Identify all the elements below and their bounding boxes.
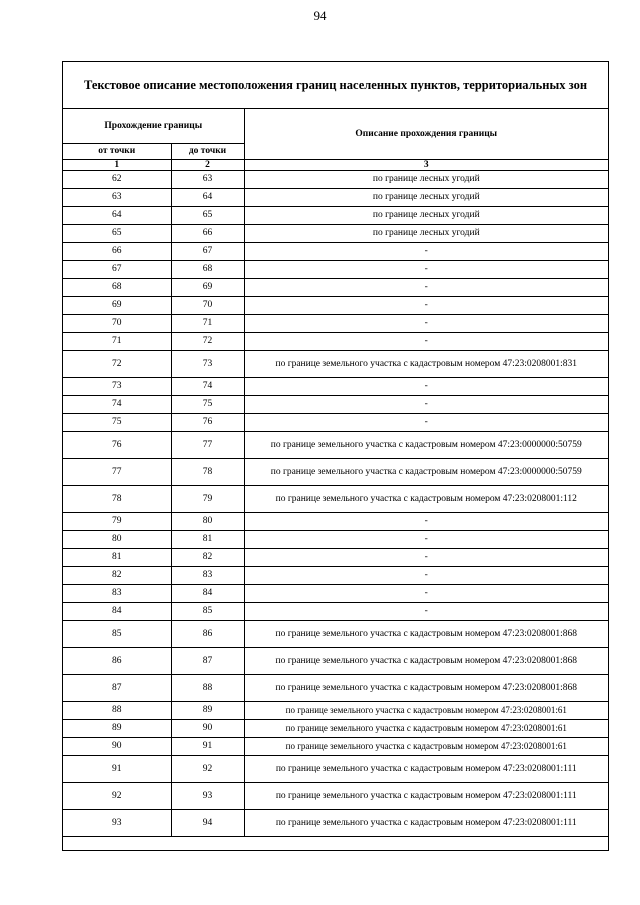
cell-description: - bbox=[244, 585, 608, 603]
cell-description: по границе земельного участка с кадастровым номером 47:23:0208001:61 bbox=[244, 738, 608, 756]
cell-to-point: 77 bbox=[171, 432, 244, 459]
cell-to-point: 75 bbox=[171, 396, 244, 414]
cell-description: по границе лесных угодий bbox=[244, 171, 608, 189]
cell-to-point: 85 bbox=[171, 603, 244, 621]
cell-description: по границе земельного участка с кадастровым номером 47:23:0208001:831 bbox=[244, 351, 608, 378]
cell-to-point: 83 bbox=[171, 567, 244, 585]
cell-to-point: 78 bbox=[171, 459, 244, 486]
cell-to-point: 70 bbox=[171, 297, 244, 315]
cell-description: по границе земельного участка с кадастровым номером 47:23:0208001:61 bbox=[244, 702, 608, 720]
cell-description: по границе земельного участка с кадастровым номером 47:23:0000000:50759 bbox=[244, 459, 608, 486]
cell-from-point: 68 bbox=[63, 279, 171, 297]
table-row bbox=[63, 297, 608, 315]
cell-description: по границе земельного участка с кадастровым номером 47:23:0208001:111 bbox=[244, 783, 608, 810]
cell-from-point: 78 bbox=[63, 486, 171, 513]
table-row bbox=[63, 738, 608, 756]
cell-description: по границе земельного участка с кадастровым номером 47:23:0208001:111 bbox=[244, 756, 608, 783]
cell-from-point: 66 bbox=[63, 243, 171, 261]
cell-from-point: 91 bbox=[63, 756, 171, 783]
cell-from-point: 84 bbox=[63, 603, 171, 621]
cell-description: по границе земельного участка с кадастровым номером 47:23:0208001:111 bbox=[244, 810, 608, 837]
table-row bbox=[63, 675, 608, 702]
table-row bbox=[63, 531, 608, 549]
table-row bbox=[63, 432, 608, 459]
cell-from-point: 93 bbox=[63, 810, 171, 837]
table-row bbox=[63, 396, 608, 414]
cell-description: по границе лесных угодий bbox=[244, 207, 608, 225]
table-row bbox=[63, 207, 608, 225]
cell-description: по границе земельного участка с кадастровым номером 47:23:0000000:50759 bbox=[244, 432, 608, 459]
table-row bbox=[63, 585, 608, 603]
cell-to-point: 65 bbox=[171, 207, 244, 225]
table-row bbox=[63, 648, 608, 675]
cell-to-point: 74 bbox=[171, 378, 244, 396]
cell-description: - bbox=[244, 297, 608, 315]
table-row bbox=[63, 414, 608, 432]
cell-from-point: 89 bbox=[63, 720, 171, 738]
cell-to-point: 93 bbox=[171, 783, 244, 810]
table-row bbox=[63, 243, 608, 261]
cell-from-point: 65 bbox=[63, 225, 171, 243]
cell-to-point: 73 bbox=[171, 351, 244, 378]
cell-from-point: 85 bbox=[63, 621, 171, 648]
table-row bbox=[63, 351, 608, 378]
cell-from-point: 86 bbox=[63, 648, 171, 675]
cell-description: по границе лесных угодий bbox=[244, 189, 608, 207]
page-number: 94 bbox=[313, 8, 327, 23]
cell-description: - bbox=[244, 414, 608, 432]
column-number-1: 1 bbox=[63, 160, 171, 171]
cell-to-point: 84 bbox=[171, 585, 244, 603]
header-passage: Прохождение границы bbox=[63, 109, 244, 144]
table-row bbox=[63, 621, 608, 648]
cell-description: - bbox=[244, 396, 608, 414]
table-row bbox=[63, 513, 608, 531]
header-from-point: от точки bbox=[63, 144, 171, 160]
cell-from-point: 72 bbox=[63, 351, 171, 378]
cell-description: - bbox=[244, 243, 608, 261]
cell-from-point: 62 bbox=[63, 171, 171, 189]
cell-to-point: 92 bbox=[171, 756, 244, 783]
cell-description: - bbox=[244, 603, 608, 621]
table-row bbox=[63, 315, 608, 333]
document-title: Текстовое описание местоположения границ населенных пунктов, территориальных зон bbox=[63, 62, 608, 109]
cell-from-point: 92 bbox=[63, 783, 171, 810]
cell-to-point: 64 bbox=[171, 189, 244, 207]
cell-from-point: 90 bbox=[63, 738, 171, 756]
cell-to-point: 90 bbox=[171, 720, 244, 738]
cell-description: - bbox=[244, 531, 608, 549]
cell-description: - bbox=[244, 567, 608, 585]
table-row bbox=[63, 225, 608, 243]
table-row bbox=[63, 783, 608, 810]
cell-description: - bbox=[244, 513, 608, 531]
cell-description: по границе земельного участка с кадастровым номером 47:23:0208001:868 bbox=[244, 675, 608, 702]
cell-description: - bbox=[244, 279, 608, 297]
table-row bbox=[63, 549, 608, 567]
cell-from-point: 67 bbox=[63, 261, 171, 279]
table-row bbox=[63, 261, 608, 279]
cell-to-point: 79 bbox=[171, 486, 244, 513]
cell-from-point: 71 bbox=[63, 333, 171, 351]
cell-from-point: 82 bbox=[63, 567, 171, 585]
cell-description: - bbox=[244, 333, 608, 351]
cell-to-point: 69 bbox=[171, 279, 244, 297]
cell-from-point: 81 bbox=[63, 549, 171, 567]
cell-to-point: 71 bbox=[171, 315, 244, 333]
cell-to-point: 86 bbox=[171, 621, 244, 648]
cell-from-point: 75 bbox=[63, 414, 171, 432]
cell-from-point: 80 bbox=[63, 531, 171, 549]
header-description: Описание прохождения границы bbox=[244, 109, 608, 160]
cell-to-point: 82 bbox=[171, 549, 244, 567]
cell-to-point: 72 bbox=[171, 333, 244, 351]
cell-from-point: 88 bbox=[63, 702, 171, 720]
cell-from-point: 70 bbox=[63, 315, 171, 333]
table-row bbox=[63, 189, 608, 207]
cell-from-point: 63 bbox=[63, 189, 171, 207]
table-row bbox=[63, 756, 608, 783]
cell-to-point: 67 bbox=[171, 243, 244, 261]
table-body bbox=[63, 171, 608, 837]
table-row bbox=[63, 603, 608, 621]
cell-from-point: 87 bbox=[63, 675, 171, 702]
cell-from-point: 73 bbox=[63, 378, 171, 396]
cell-description: - bbox=[244, 315, 608, 333]
column-number-3: 3 bbox=[244, 160, 608, 171]
cell-to-point: 68 bbox=[171, 261, 244, 279]
table-row bbox=[63, 810, 608, 837]
header-to-point: до точки bbox=[171, 144, 244, 160]
table-row bbox=[63, 333, 608, 351]
table-row bbox=[63, 378, 608, 396]
cell-description: - bbox=[244, 378, 608, 396]
table-row bbox=[63, 171, 608, 189]
cell-description: - bbox=[244, 549, 608, 567]
cell-from-point: 77 bbox=[63, 459, 171, 486]
cell-description: по границе земельного участка с кадастровым номером 47:23:0208001:61 bbox=[244, 720, 608, 738]
cell-to-point: 80 bbox=[171, 513, 244, 531]
cell-to-point: 88 bbox=[171, 675, 244, 702]
cell-to-point: 87 bbox=[171, 648, 244, 675]
cell-description: по границе земельного участка с кадастровым номером 47:23:0208001:868 bbox=[244, 648, 608, 675]
cell-from-point: 69 bbox=[63, 297, 171, 315]
boundary-table bbox=[63, 109, 608, 837]
cell-to-point: 81 bbox=[171, 531, 244, 549]
cell-to-point: 76 bbox=[171, 414, 244, 432]
cell-to-point: 66 bbox=[171, 225, 244, 243]
cell-description: - bbox=[244, 261, 608, 279]
table-row bbox=[63, 486, 608, 513]
cell-from-point: 74 bbox=[63, 396, 171, 414]
cell-from-point: 76 bbox=[63, 432, 171, 459]
cell-from-point: 64 bbox=[63, 207, 171, 225]
cell-from-point: 79 bbox=[63, 513, 171, 531]
table-row bbox=[63, 720, 608, 738]
document-frame bbox=[62, 61, 609, 851]
table-row bbox=[63, 459, 608, 486]
table-row bbox=[63, 702, 608, 720]
cell-from-point: 83 bbox=[63, 585, 171, 603]
column-number-2: 2 bbox=[171, 160, 244, 171]
cell-to-point: 89 bbox=[171, 702, 244, 720]
cell-to-point: 63 bbox=[171, 171, 244, 189]
cell-description: по границе земельного участка с кадастровым номером 47:23:0208001:112 bbox=[244, 486, 608, 513]
cell-description: по границе земельного участка с кадастровым номером 47:23:0208001:868 bbox=[244, 621, 608, 648]
table-row bbox=[63, 279, 608, 297]
cell-to-point: 94 bbox=[171, 810, 244, 837]
cell-description: по границе лесных угодий bbox=[244, 225, 608, 243]
table-row bbox=[63, 567, 608, 585]
cell-to-point: 91 bbox=[171, 738, 244, 756]
